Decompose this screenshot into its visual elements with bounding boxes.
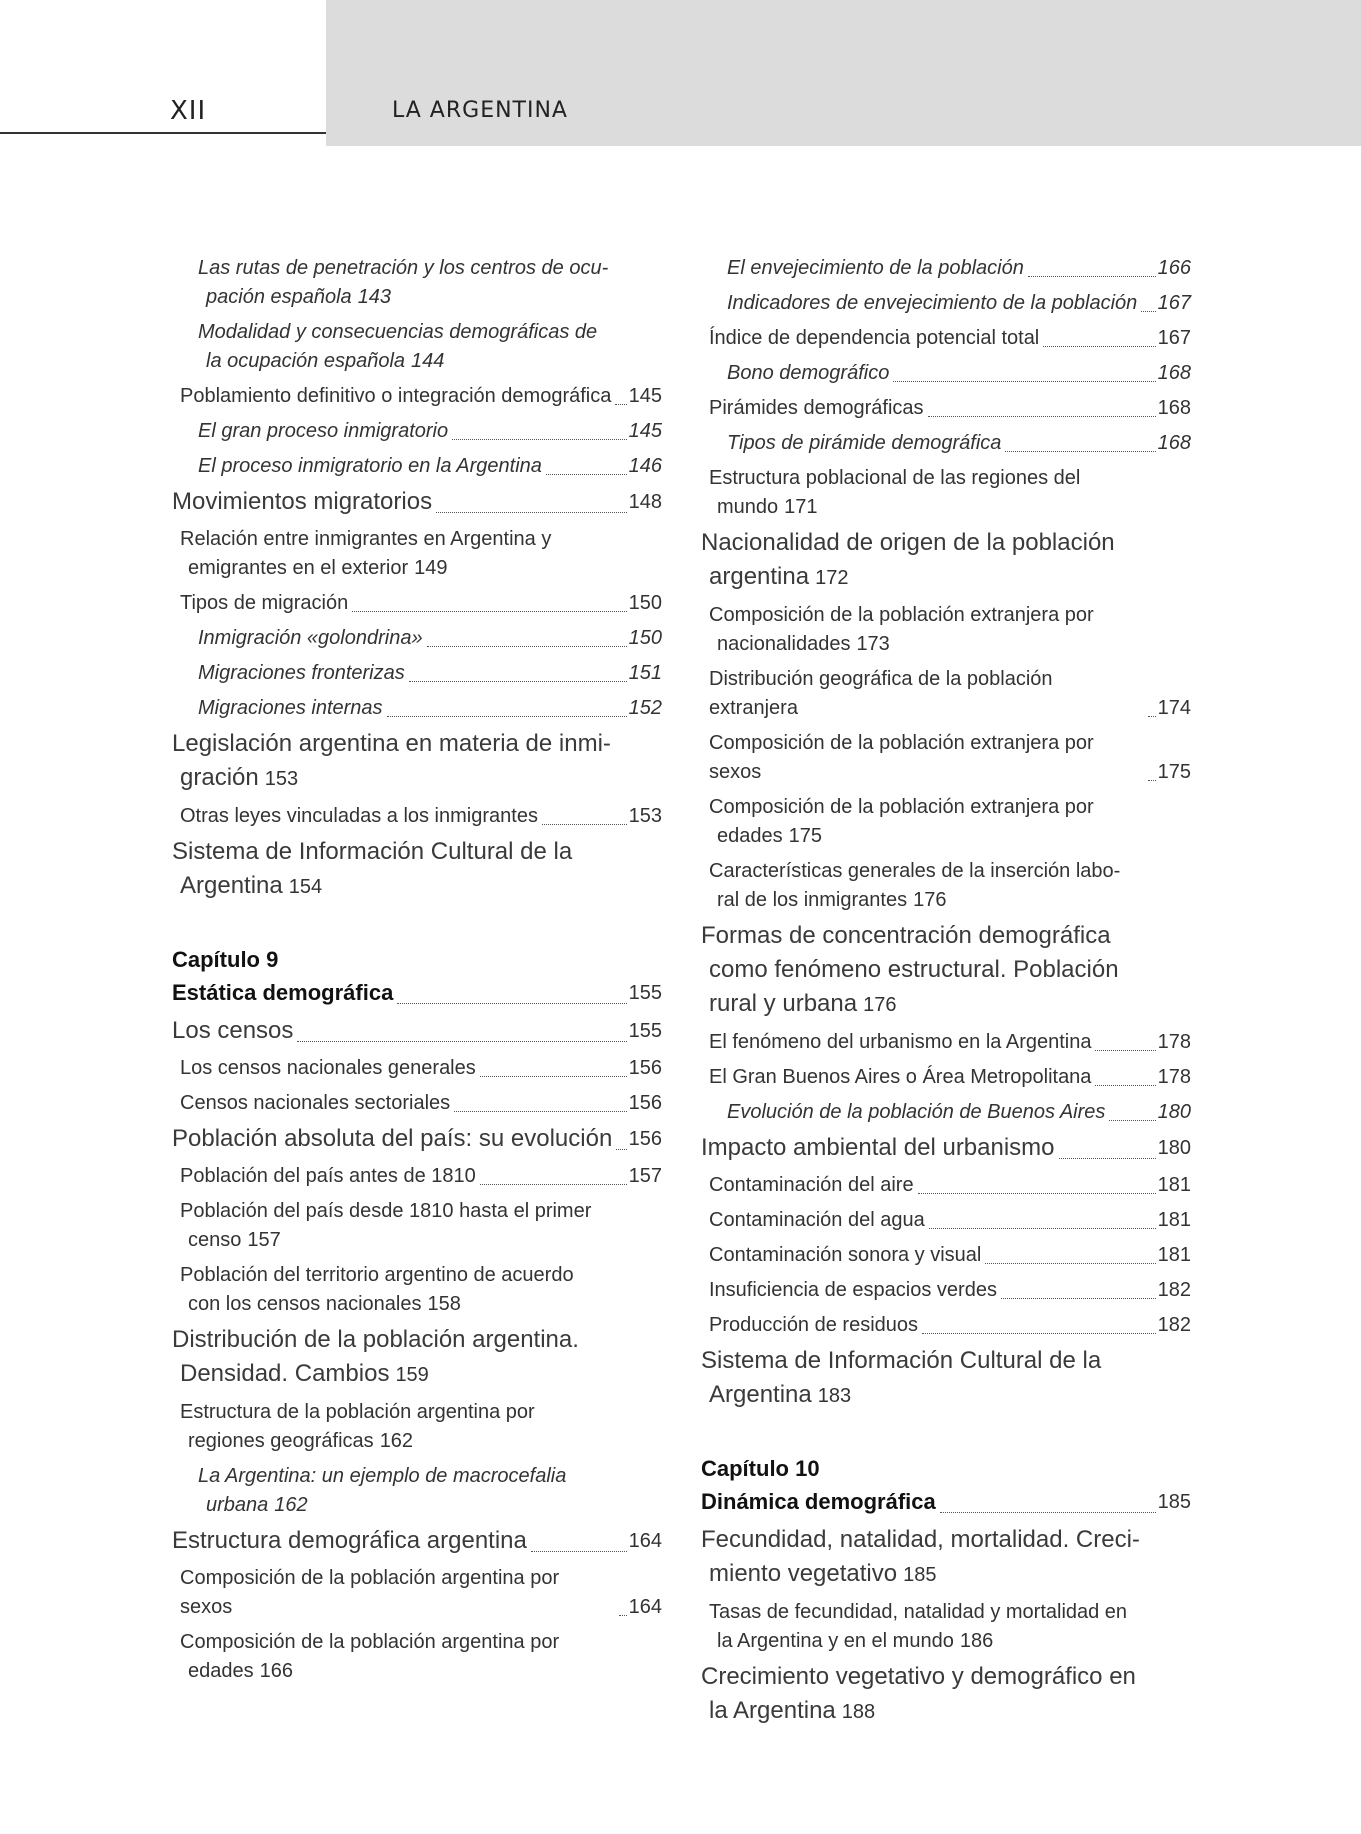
toc-entry-title-line: Indicadores de envejecimiento de la población: [727, 292, 1138, 314]
toc-entry-h1: [701, 1660, 1191, 1729]
toc-entry-title-line: Población absoluta del país: su evolución: [172, 1125, 613, 1152]
page-number: XII: [170, 96, 207, 126]
toc-page-number: 176: [913, 889, 947, 911]
toc-entry-title-line: Población del país desde 1810 hasta el primer: [180, 1200, 592, 1222]
dot-leader: [427, 646, 627, 647]
toc-entry-last-line: [180, 1162, 662, 1191]
toc-entry-last-line: [198, 1491, 662, 1520]
running-head: LA ARGENTINA: [392, 98, 568, 123]
toc-entry-title-line: con los censos nacionales: [188, 1293, 422, 1315]
toc-entry-last-line: [172, 869, 662, 904]
toc-entry-last-line: [198, 347, 662, 376]
toc-entry-title-line: Estructura poblacional de las regiones del: [709, 467, 1081, 489]
toc-entry-title-line: Dinámica demográfica: [701, 1489, 936, 1514]
dot-leader: [1028, 276, 1156, 277]
chapter-title-entry: [701, 1485, 1191, 1519]
toc-page-number: 162: [274, 1494, 308, 1516]
toc-column-right: [701, 248, 1191, 1729]
toc-entry-h3: [172, 694, 662, 723]
toc-entry-title-line: la ocupación española: [206, 350, 406, 372]
toc-entry-h3: [701, 289, 1191, 318]
chapter-label: Capítulo 10: [701, 1456, 820, 1481]
toc-page-number: 152: [628, 697, 662, 719]
toc-entry-title-line: Inmigración «golondrina»: [198, 627, 423, 649]
dot-leader: [985, 1263, 1155, 1264]
toc-entry-h1: [172, 1122, 662, 1156]
toc-entry-last-line: [180, 1657, 662, 1686]
toc-entry-last-line: [701, 1557, 1191, 1592]
toc-entry-h2: [172, 1261, 662, 1319]
toc-entry-h2: [701, 1598, 1191, 1656]
toc-page-number: 154: [288, 876, 323, 898]
dot-leader: [893, 381, 1155, 382]
toc-entry-h2: [172, 525, 662, 583]
section-gap: [172, 904, 662, 944]
toc-entry-title-line: El proceso inmigratorio en la Argentina: [198, 455, 542, 477]
dot-leader: [1001, 1298, 1156, 1299]
toc-entry-title-line: Distribución de la población argentina.: [172, 1326, 579, 1353]
toc-entry-title-line: Estructura de la población argentina por: [180, 1401, 535, 1423]
toc-entry-title-line: Densidad. Cambios: [180, 1360, 390, 1387]
toc-entry-h3: [701, 1098, 1191, 1127]
dot-leader: [546, 474, 627, 475]
toc-entry-last-line: [709, 1171, 1191, 1200]
toc-entry-last-line: [709, 1063, 1191, 1092]
toc-entry-title-line: Composición de la población argentina por sexos: [180, 1567, 560, 1618]
toc-page-number: 156: [628, 1128, 662, 1150]
toc-entry-h2: [701, 857, 1191, 915]
toc-entry-title-line: Los censos: [172, 1017, 294, 1044]
toc-column-left: [172, 248, 662, 1686]
toc-page-number: 174: [1157, 697, 1191, 719]
toc-page-number: 155: [628, 982, 662, 1004]
dot-leader: [922, 1333, 1156, 1334]
toc-entry-h1: [701, 1523, 1191, 1592]
toc-entry-title-line: Contaminación sonora y visual: [709, 1244, 982, 1266]
toc-entry-title-line: emigrantes en el exterior: [188, 557, 409, 579]
toc-entry-last-line: [198, 624, 662, 653]
dot-leader: [928, 416, 1156, 417]
toc-entry-h3: [172, 659, 662, 688]
toc-entry-last-line: [172, 485, 662, 519]
toc-entry-title-line: Nacionalidad de origen de la población: [701, 529, 1115, 556]
dot-leader: [542, 824, 627, 825]
toc-entry-last-line: [709, 394, 1191, 423]
toc-page-number: 181: [1157, 1174, 1191, 1196]
dot-leader: [352, 611, 626, 612]
toc-entry-title-line: gración: [180, 764, 259, 791]
toc-page-number: 164: [628, 1596, 662, 1618]
dot-leader: [1141, 311, 1155, 312]
toc-entry-title-line: Argentina: [709, 1381, 812, 1408]
toc-entry-title-line: miento vegetativo: [709, 1560, 898, 1587]
toc-entry-title-line: Bono demográfico: [727, 362, 890, 384]
toc-entry-last-line: [709, 886, 1191, 915]
toc-entry-title-line: Los censos nacionales generales: [180, 1057, 476, 1079]
toc-entry-last-line: [701, 1131, 1191, 1165]
toc-entry-h2: [701, 601, 1191, 659]
toc-entry-last-line: [727, 1098, 1191, 1127]
toc-entry-last-line: [709, 729, 1191, 787]
dot-leader: [1148, 780, 1156, 781]
toc-page-number: 156: [628, 1092, 662, 1114]
dot-leader: [480, 1184, 627, 1185]
toc-entry-h1: [172, 1323, 662, 1392]
toc-entry-h2: [701, 1276, 1191, 1305]
toc-page-number: 153: [264, 768, 299, 790]
toc-entry-h1: [172, 727, 662, 796]
toc-page-number: 144: [411, 350, 445, 372]
toc-entry-title-line: Contaminación del aire: [709, 1174, 914, 1196]
toc-entry-h2: [701, 464, 1191, 522]
dot-leader: [918, 1193, 1156, 1194]
toc-page-number: 158: [427, 1293, 461, 1315]
toc-entry-title-line: Composición de la población extranjera por sexos: [709, 732, 1094, 783]
toc-entry-title-line: Composición de la población argentina por: [180, 1631, 560, 1653]
toc-entry-title-line: Fecundidad, natalidad, mortalidad. Creci-: [701, 1526, 1140, 1553]
toc-entry-last-line: [180, 802, 662, 831]
toc-page-number: 166: [1157, 257, 1191, 279]
toc-entry-last-line: [709, 1276, 1191, 1305]
toc-page-number: 146: [628, 455, 662, 477]
toc-page-number: 178: [1157, 1066, 1191, 1088]
toc-entry-last-line: [172, 761, 662, 796]
toc-page-number: 183: [817, 1385, 852, 1407]
toc-page-number: 186: [959, 1630, 994, 1652]
toc-entry-title-line: Contaminación del agua: [709, 1209, 925, 1231]
toc-page-number: 153: [628, 805, 662, 827]
toc-entry-title-line: Otras leyes vinculadas a los inmigrantes: [180, 805, 538, 827]
toc-page-number: 162: [379, 1430, 414, 1452]
toc-entry-h3: [172, 254, 662, 312]
toc-entry-h2: [172, 1089, 662, 1118]
toc-entry-h3: [172, 318, 662, 376]
dot-leader: [436, 512, 627, 513]
dot-leader: [531, 1551, 627, 1552]
toc-entry-h2: [701, 1206, 1191, 1235]
toc-page-number: 185: [903, 1564, 937, 1586]
toc-page-number: 143: [357, 286, 392, 308]
toc-page-number: 150: [628, 592, 662, 614]
toc-entry-title-line: El fenómeno del urbanismo en la Argentina: [709, 1031, 1092, 1053]
dot-leader: [616, 1149, 626, 1150]
toc-entry-last-line: [701, 1694, 1191, 1729]
dot-leader: [1005, 451, 1155, 452]
dot-leader: [1043, 346, 1155, 347]
toc-entry-title-line: argentina: [709, 563, 810, 590]
toc-entry-h3: [701, 359, 1191, 388]
toc-entry-title-line: El envejecimiento de la población: [727, 257, 1024, 279]
toc-entry-title-line: Evolución de la población de Buenos Aires: [727, 1101, 1106, 1123]
toc-entry-h1: [172, 485, 662, 519]
dot-leader: [1148, 716, 1156, 717]
toc-entry-last-line: [198, 694, 662, 723]
toc-entry-last-line: [180, 1564, 662, 1622]
toc-entry-h1: [172, 835, 662, 904]
toc-entry-h1: [701, 526, 1191, 595]
toc-entry-title-line: urbana: [206, 1494, 269, 1516]
toc-entry-h1: [701, 1344, 1191, 1413]
toc-page-number: 155: [628, 1020, 662, 1042]
toc-entry-title-line: Sistema de Información Cultural de la: [701, 1347, 1102, 1374]
toc-page-number: 176: [863, 994, 897, 1016]
dot-leader: [387, 716, 627, 717]
toc-entry-h2: [172, 1564, 662, 1622]
toc-entry-last-line: [709, 493, 1191, 522]
toc-entry-h2: [701, 1171, 1191, 1200]
toc-entry-title-line: El Gran Buenos Aires o Área Metropolitana: [709, 1066, 1092, 1088]
toc-entry-title-line: El gran proceso inmigratorio: [198, 420, 449, 442]
toc-page-number: 181: [1157, 1209, 1191, 1231]
toc-entry-h2: [701, 1311, 1191, 1340]
dot-leader: [619, 1615, 627, 1616]
toc-entry-h2: [701, 1063, 1191, 1092]
toc-entry-h2: [701, 394, 1191, 423]
toc-entry-h3: [172, 624, 662, 653]
chapter-label: Capítulo 9: [172, 947, 279, 972]
toc-entry-title-line: Modalidad y consecuencias demográficas de: [198, 321, 598, 343]
toc-entry-last-line: [198, 283, 662, 312]
toc-page-number: 156: [628, 1057, 662, 1079]
toc-entry-h2: [701, 793, 1191, 851]
toc-entry-last-line: [709, 630, 1191, 659]
dot-leader: [615, 404, 626, 405]
toc-page-number: 182: [1157, 1314, 1191, 1336]
toc-page-number: 157: [247, 1229, 281, 1251]
toc-entry-title-line: Población del territorio argentino de acuerdo: [180, 1264, 574, 1286]
toc-page-number: 167: [1157, 327, 1191, 349]
toc-page-number: 175: [788, 825, 822, 847]
toc-entry-title-line: edades: [188, 1660, 254, 1682]
toc-entry-h2: [172, 802, 662, 831]
toc-entry-title-line: como fenómeno estructural. Población: [709, 956, 1119, 983]
toc-entry-last-line: [709, 324, 1191, 353]
toc-entry-h2: [172, 589, 662, 618]
toc-entry-h2: [701, 1241, 1191, 1270]
toc-entry-title-line: pación española: [206, 286, 352, 308]
toc-page-number: 168: [1157, 397, 1191, 419]
toc-entry-last-line: [198, 659, 662, 688]
toc-entry-title-line: Tasas de fecundidad, natalidad y mortalidad en: [709, 1601, 1128, 1623]
chapter-title-entry: [172, 976, 662, 1010]
dot-leader: [480, 1076, 627, 1077]
toc-entry-last-line: [727, 289, 1191, 318]
toc-entry-last-line: [727, 429, 1191, 458]
toc-entry-last-line: [709, 822, 1191, 851]
dot-leader: [454, 1111, 626, 1112]
toc-entry-last-line: [701, 1378, 1191, 1413]
toc-entry-last-line: [172, 1122, 662, 1156]
toc-entry-h2: [172, 1162, 662, 1191]
toc-entry-h2: [172, 382, 662, 411]
toc-entry-last-line: [727, 254, 1191, 283]
toc-page-number: 148: [628, 491, 662, 513]
toc-entry-title-line: Impacto ambiental del urbanismo: [701, 1134, 1055, 1161]
toc-entry-title-line: nacionalidades: [717, 633, 851, 655]
toc-page-number: 145: [628, 420, 662, 442]
toc-entry-title-line: censo: [188, 1229, 242, 1251]
toc-entry-title-line: Estática demográfica: [172, 980, 394, 1005]
toc-entry-title-line: Poblamiento definitivo o integración demográfica: [180, 385, 612, 407]
toc-entry-h2: [701, 1028, 1191, 1057]
toc-entry-last-line: [180, 1054, 662, 1083]
toc-page-number: 167: [1157, 292, 1191, 314]
toc-entry-title-line: rural y urbana: [709, 990, 858, 1017]
dot-leader: [1109, 1120, 1155, 1121]
toc-entry-title-line: Índice de dependencia potencial total: [709, 327, 1040, 349]
toc-entry-h3: [701, 429, 1191, 458]
toc-entry-h1: [172, 1014, 662, 1048]
toc-entry-h3: [701, 254, 1191, 283]
toc-entry-title-line: Sistema de Información Cultural de la: [172, 838, 573, 865]
toc-page-number: 181: [1157, 1244, 1191, 1266]
toc-page-number: 145: [628, 385, 662, 407]
toc-entry-title-line: Migraciones internas: [198, 697, 383, 719]
toc-entry-h2: [172, 1197, 662, 1255]
toc-entry-last-line: [172, 1357, 662, 1392]
toc-entry-title-line: Estructura demográfica argentina: [172, 1527, 527, 1554]
toc-page-number: 150: [628, 627, 662, 649]
toc-page-number: 180: [1157, 1101, 1191, 1123]
toc-entry-h1: [701, 1131, 1191, 1165]
toc-entry-last-line: [180, 1089, 662, 1118]
toc-entry-h1: [701, 919, 1191, 1022]
toc-page-number: 188: [841, 1701, 876, 1723]
toc-page-number: 185: [1157, 1491, 1191, 1513]
toc-entry-h3: [172, 1462, 662, 1520]
toc-entry-title-line: Formas de concentración demográfica: [701, 922, 1111, 949]
toc-page-number: 175: [1157, 761, 1191, 783]
toc-entry-last-line: [180, 1290, 662, 1319]
toc-page-number: 168: [1157, 432, 1191, 454]
toc-entry-last-line: [701, 1485, 1191, 1519]
toc-entry-last-line: [180, 589, 662, 618]
toc-entry-h2: [172, 1054, 662, 1083]
toc-entry-h3: [172, 417, 662, 446]
toc-entry-last-line: [709, 1311, 1191, 1340]
toc-entry-title-line: Composición de la población extranjera por: [709, 796, 1094, 818]
toc-entry-title-line: regiones geográficas: [188, 1430, 374, 1452]
toc-entry-last-line: [180, 382, 662, 411]
toc-page-number: 180: [1157, 1137, 1191, 1159]
toc-entry-h2: [701, 324, 1191, 353]
toc-entry-title-line: la Argentina y en el mundo: [717, 1630, 954, 1652]
toc-entry-title-line: Tipos de migración: [180, 592, 349, 614]
dot-leader: [929, 1228, 1156, 1229]
toc-entry-title-line: Características generales de la inserción labo-: [709, 860, 1121, 882]
toc-entry-last-line: [172, 1014, 662, 1048]
toc-entry-title-line: Población del país antes de 1810: [180, 1165, 476, 1187]
toc-entry-title-line: Composición de la población extranjera por: [709, 604, 1094, 626]
toc-entry-title-line: Distribución geográfica de la población extranjera: [709, 668, 1053, 719]
toc-page-number: 166: [259, 1660, 293, 1682]
toc-entry-title-line: Relación entre inmigrantes en Argentina y: [180, 528, 552, 550]
toc-entry-title-line: Las rutas de penetración y los centros de ocu-: [198, 257, 609, 279]
toc-entry-title-line: Movimientos migratorios: [172, 488, 433, 515]
toc-entry-last-line: [727, 359, 1191, 388]
header-rule: [0, 132, 326, 134]
toc-page-number: 173: [856, 633, 890, 655]
toc-entry-title-line: La Argentina: un ejemplo de macrocefalia: [198, 1465, 567, 1487]
toc-entry-title-line: Argentina: [180, 872, 283, 899]
toc-entry-h1: [172, 1524, 662, 1558]
toc-page-number: 178: [1157, 1031, 1191, 1053]
toc-page-number: 164: [628, 1530, 662, 1552]
toc-entry-title-line: Migraciones fronterizas: [198, 662, 405, 684]
dot-leader: [409, 681, 627, 682]
toc-entry-last-line: [709, 665, 1191, 723]
dot-leader: [1059, 1158, 1156, 1159]
toc-entry-last-line: [180, 1427, 662, 1456]
toc-entry-last-line: [709, 1206, 1191, 1235]
toc-entry-last-line: [709, 1241, 1191, 1270]
toc-entry-last-line: [172, 1524, 662, 1558]
toc-page-number: 168: [1157, 362, 1191, 384]
dot-leader: [297, 1041, 626, 1042]
toc-entry-title-line: edades: [717, 825, 783, 847]
toc-page-number: 172: [815, 567, 849, 589]
dot-leader: [1095, 1050, 1155, 1051]
toc-entry-last-line: [198, 452, 662, 481]
toc-entry-h2: [172, 1628, 662, 1686]
toc-page-number: 182: [1157, 1279, 1191, 1301]
toc-entry-last-line: [701, 560, 1191, 595]
dot-leader: [1095, 1085, 1155, 1086]
toc-entry-h3: [172, 452, 662, 481]
toc-page-number: 151: [628, 662, 662, 684]
toc-entry-last-line: [180, 554, 662, 583]
toc-entry-h2: [701, 729, 1191, 787]
toc-entry-title-line: Tipos de pirámide demográfica: [727, 432, 1002, 454]
toc-entry-title-line: la Argentina: [709, 1697, 836, 1724]
toc-page-number: 171: [784, 496, 818, 518]
toc-entry-title-line: Producción de residuos: [709, 1314, 919, 1336]
toc-entry-title-line: Legislación argentina en materia de inmi-: [172, 730, 611, 757]
dot-leader: [397, 1003, 626, 1004]
dot-leader: [452, 439, 627, 440]
toc-entry-title-line: Crecimiento vegetativo y demográfico en: [701, 1663, 1136, 1690]
toc-page-number: 149: [414, 557, 448, 579]
section-gap: [701, 1413, 1191, 1453]
toc-entry-last-line: [172, 976, 662, 1010]
toc-page-number: 157: [628, 1165, 662, 1187]
toc-entry-title-line: ral de los inmigrantes: [717, 889, 908, 911]
toc-entry-title-line: mundo: [717, 496, 779, 518]
toc-entry-last-line: [709, 1028, 1191, 1057]
toc-entry-last-line: [180, 1226, 662, 1255]
toc-entry-title-line: Censos nacionales sectoriales: [180, 1092, 451, 1114]
dot-leader: [940, 1512, 1156, 1513]
toc-entry-h2: [172, 1398, 662, 1456]
toc-entry-last-line: [701, 987, 1191, 1022]
toc-entry-last-line: [709, 1627, 1191, 1656]
toc-entry-h2: [701, 665, 1191, 723]
toc-entry-title-line: Pirámides demográficas: [709, 397, 924, 419]
toc-entry-title-line: Insuficiencia de espacios verdes: [709, 1279, 997, 1301]
toc-page-number: 159: [395, 1364, 429, 1386]
toc-entry-last-line: [198, 417, 662, 446]
